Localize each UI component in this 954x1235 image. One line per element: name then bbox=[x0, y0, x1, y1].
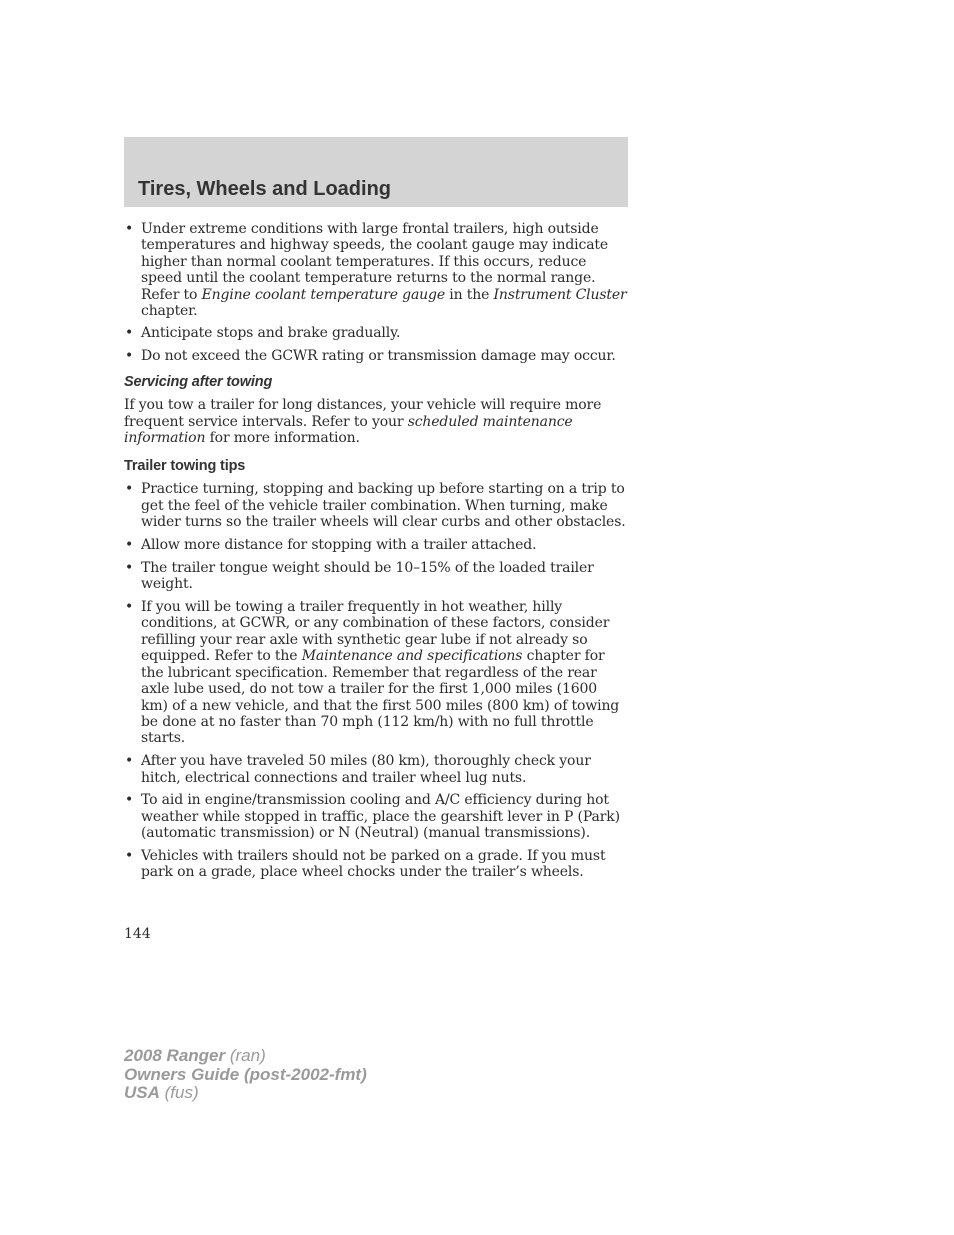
footer-line-model: 2008 Ranger (ran) bbox=[124, 1046, 266, 1065]
reference-link: Engine coolant temperature gauge bbox=[201, 286, 445, 303]
page-number: 144 bbox=[124, 926, 151, 942]
list-item: • After you have traveled 50 miles (80 km), thoroughly check your hitch, electrical connections and trailer wheel lug nuts. bbox=[124, 753, 628, 786]
list-item: • Anticipate stops and brake gradually. bbox=[124, 325, 628, 341]
document-footer bbox=[124, 1047, 367, 1103]
list-item: • Do not exceed the GCWR rating or transmission damage may occur. bbox=[124, 348, 628, 364]
towing-conditions-list bbox=[124, 221, 628, 364]
list-item: • Under extreme conditions with large frontal trailers, high outside temperatures and highway speeds, the coolant gauge may indicate higher than normal coolant temperatures. If this occurs, reduce speed until the coolant temperature returns to the normal range. Refer to Engine coolant temperature gauge in the Instrument Cluster chapter. bbox=[124, 221, 628, 319]
list-item: • To aid in engine/transmission cooling and A/C efficiency during hot weather while stopped in traffic, place the gearshift lever in P (Park) (automatic transmission) or N (Neutral) (manual transmissions). bbox=[124, 792, 628, 841]
list-item: • Practice turning, stopping and backing up before starting on a trip to get the feel of the vehicle trailer combination. When turning, make wider turns so the trailer wheels will clear curbs and other obstacles. bbox=[124, 481, 628, 530]
reference-link: Maintenance and specifications bbox=[301, 648, 523, 665]
list-item: • Vehicles with trailers should not be parked on a grade. If you must park on a grade, place wheel chocks under the trailer’s wheels. bbox=[124, 848, 628, 881]
footer-line-region: USA (fus) bbox=[124, 1083, 199, 1102]
reference-link: Instrument Cluster bbox=[493, 286, 627, 303]
reference-link: scheduled maintenance information bbox=[124, 413, 573, 447]
chapter-header-band bbox=[124, 137, 628, 207]
section-heading-tips: Trailer towing tips bbox=[124, 458, 246, 475]
list-item: • If you will be towing a trailer frequently in hot weather, hilly conditions, at GCWR, or any combination of these factors, consider refilling your rear axle with synthetic gear lube if not already so equipped. Refer to the Maintenance and specifications chapter for the lubricant specification. Remember that regardless of the rear axle lube used, do not tow a trailer for the first 1,000 miles (1600 km) of a new vehicle, and that the first 500 miles (800 km) of towing be done at no faster than 70 mph (112 km/h) with no full throttle starts. bbox=[124, 599, 628, 747]
list-item: • The trailer tongue weight should be 10–15% of the loaded trailer weight. bbox=[124, 560, 628, 593]
chapter-title: Tires, Wheels and Loading bbox=[138, 178, 392, 200]
section-heading-servicing: Servicing after towing bbox=[124, 374, 273, 391]
list-item: • Allow more distance for stopping with a trailer attached. bbox=[124, 537, 628, 553]
servicing-paragraph: If you tow a trailer for long distances, your vehicle will require more frequent service intervals. Refer to your scheduled maintenance information for more information. bbox=[124, 397, 602, 447]
towing-tips-list bbox=[124, 481, 628, 880]
footer-line-guide: Owners Guide (post-2002-fmt) bbox=[124, 1064, 367, 1084]
page-content bbox=[124, 221, 628, 887]
